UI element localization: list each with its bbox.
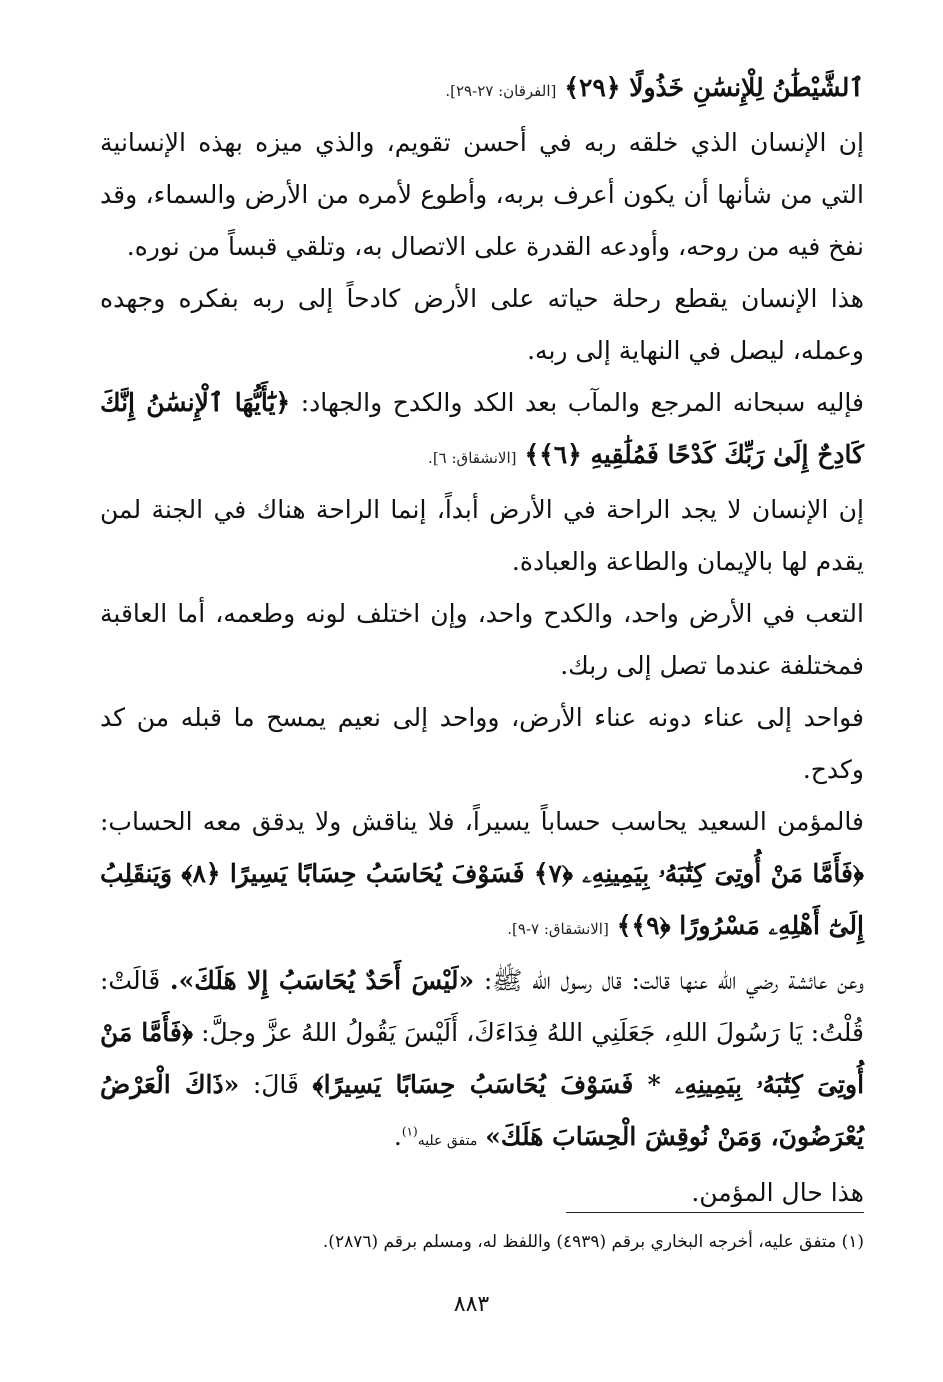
main-text — [100, 62, 864, 1219]
footnote-mark: (١) — [401, 1124, 418, 1139]
paragraph: التعب في الأرض واحد، والكدح واحد، وإن اختلف لونه وطعمه، أما العاقبة فمختلفة عندما تصل إلى ربك. — [100, 599, 864, 680]
hadith-grade: متفق عليه — [417, 1133, 478, 1149]
quran-verse: ﴿فَأَمَّا مَنْ أُوتِىَ كِتَٰبَهُۥ بِيَمِينِهِۦ ﴿٧﴾ فَسَوْفَ يُحَاسَبُ حِسَابًا يَسِيرًا ﴿٨﴾ وَيَنقَلِبُ إِلَىٰٓ أَهْلِهِۦ مَسْرُورًا ﴿٩﴾﴾ — [100, 859, 864, 940]
paragraph: إن الإنسان لا يجد الراحة في الأرض أبداً، إنما الراحة هناك في الجنة لمن يقدم لها بالإيمان والطاعة والعبادة. — [100, 495, 864, 576]
paragraph: إن الإنسان الذي خلقه ربه في أحسن تقويم، والذي ميزه بهذه الإنسانية التي من شأنها أن يكون أعرف بربه، وأطوع لأمره من الأرض والسماء، وقد نفخ فيه من روحه، وأودعه القدرة على الاتصال به، وتلقي قبساً من نوره. — [100, 128, 864, 261]
verse-reference: [الانشقاق: ٦]. — [428, 449, 517, 467]
hadith-text: «لَيْسَ أَحَدٌ يُحَاسَبُ إِلا هَلَكَ». — [169, 966, 475, 995]
quran-verse: ٱلشَّيْطَٰنُ لِلْإِنسَٰنِ خَذُولًا ﴿٢٩﴾ — [564, 73, 864, 102]
page-number: ٨٨٣ — [453, 1292, 490, 1317]
footnote-divider — [566, 1212, 864, 1213]
footnote: (١) متفق عليه، أخرجه البخاري برقم (٤٩٣٩) واللفظ له، ومسلم برقم (٢٨٧٦). — [322, 1232, 864, 1252]
paragraph: هذا حال المؤمن. — [691, 1178, 864, 1207]
paragraph-text: فالمؤمن السعيد يحاسب حساباً يسيراً، فلا يناقش ولا يدقق معه الحساب: — [100, 807, 864, 836]
quran-verse: ﴿يَٰٓأَيُّهَا ٱلْإِنسَٰنُ إِنَّكَ كَادِحٌ إِلَىٰ رَبِّكَ كَدْحًا فَمُلَٰقِيهِ ﴿٦﴾﴾ — [100, 388, 864, 469]
hadith-paragraph: وعن عائشة رضي الله عنها قالت: قال رسول الله ﷺ: «لَيْسَ أَحَدٌ يُحَاسَبُ إِلا هَلَكَ». قَالَتْ: قُلْتُ: يَا رَسُولَ اللهِ، جَعَلَنِي اللهُ فِدَاءَكَ، أَلَيْسَ يَقُولُ اللهُ عزَّ وجلَّ: ﴿فَأَمَّا مَنْ أُوتِىَ كِتَٰبَهُۥ بِيَمِينِهِۦ * فَسَوْفَ يُحَاسَبُ حِسَابًا يَسِيرًا﴾ قَالَ: «ذَاكَ الْعَرْضُ يُعْرَضُونَ، وَمَنْ نُوقِشَ الْحِسَابَ هَلَكَ» متفق عليه$^{(١)}$. — [100, 966, 865, 1151]
hadith-say: قَالَ: — [252, 1070, 299, 1099]
paragraph: هذا الإنسان يقطع رحلة حياته على الأرض كادحاً إلى ربه بفكره وجهده وعمله، ليصل في النهاية إلى ربه. — [100, 284, 864, 365]
paragraph-text: فإليه سبحانه المرجع والمآب بعد الكد والكدح والجهاد: — [300, 388, 864, 417]
hadith-text: «ذَاكَ الْعَرْضُ يُعْرَضُونَ، وَمَنْ نُوقِشَ الْحِسَابَ هَلَكَ» — [100, 1070, 864, 1151]
hadith-narration: قَالَتْ: قُلْتُ: يَا رَسُولَ اللهِ، جَعَلَنِي اللهُ فِدَاءَكَ، أَلَيْسَ يَقُولُ اللهُ عزَّ وجلَّ: — [100, 966, 864, 1047]
quran-verse: ﴿فَأَمَّا مَنْ أُوتِىَ كِتَٰبَهُۥ بِيَمِينِهِۦ * فَسَوْفَ يُحَاسَبُ حِسَابًا يَسِيرًا﴾ — [100, 1018, 865, 1099]
paragraph: فواحد إلى عناء دونه عناء الأرض، وواحد إلى نعيم يمسح ما قبله من كد وكدح. — [100, 703, 864, 784]
paragraph — [100, 796, 864, 955]
verse-reference: [الانشقاق: ٧-٩]. — [507, 920, 609, 938]
hadith-intro: وعن عائشة رضي الله عنها قالت: قال رسول الله ﷺ: — [483, 966, 864, 995]
verse-reference: [الفرقان: ٢٧-٢٩]. — [445, 82, 557, 100]
paragraph-continuation — [100, 62, 864, 117]
paragraph — [100, 377, 864, 484]
